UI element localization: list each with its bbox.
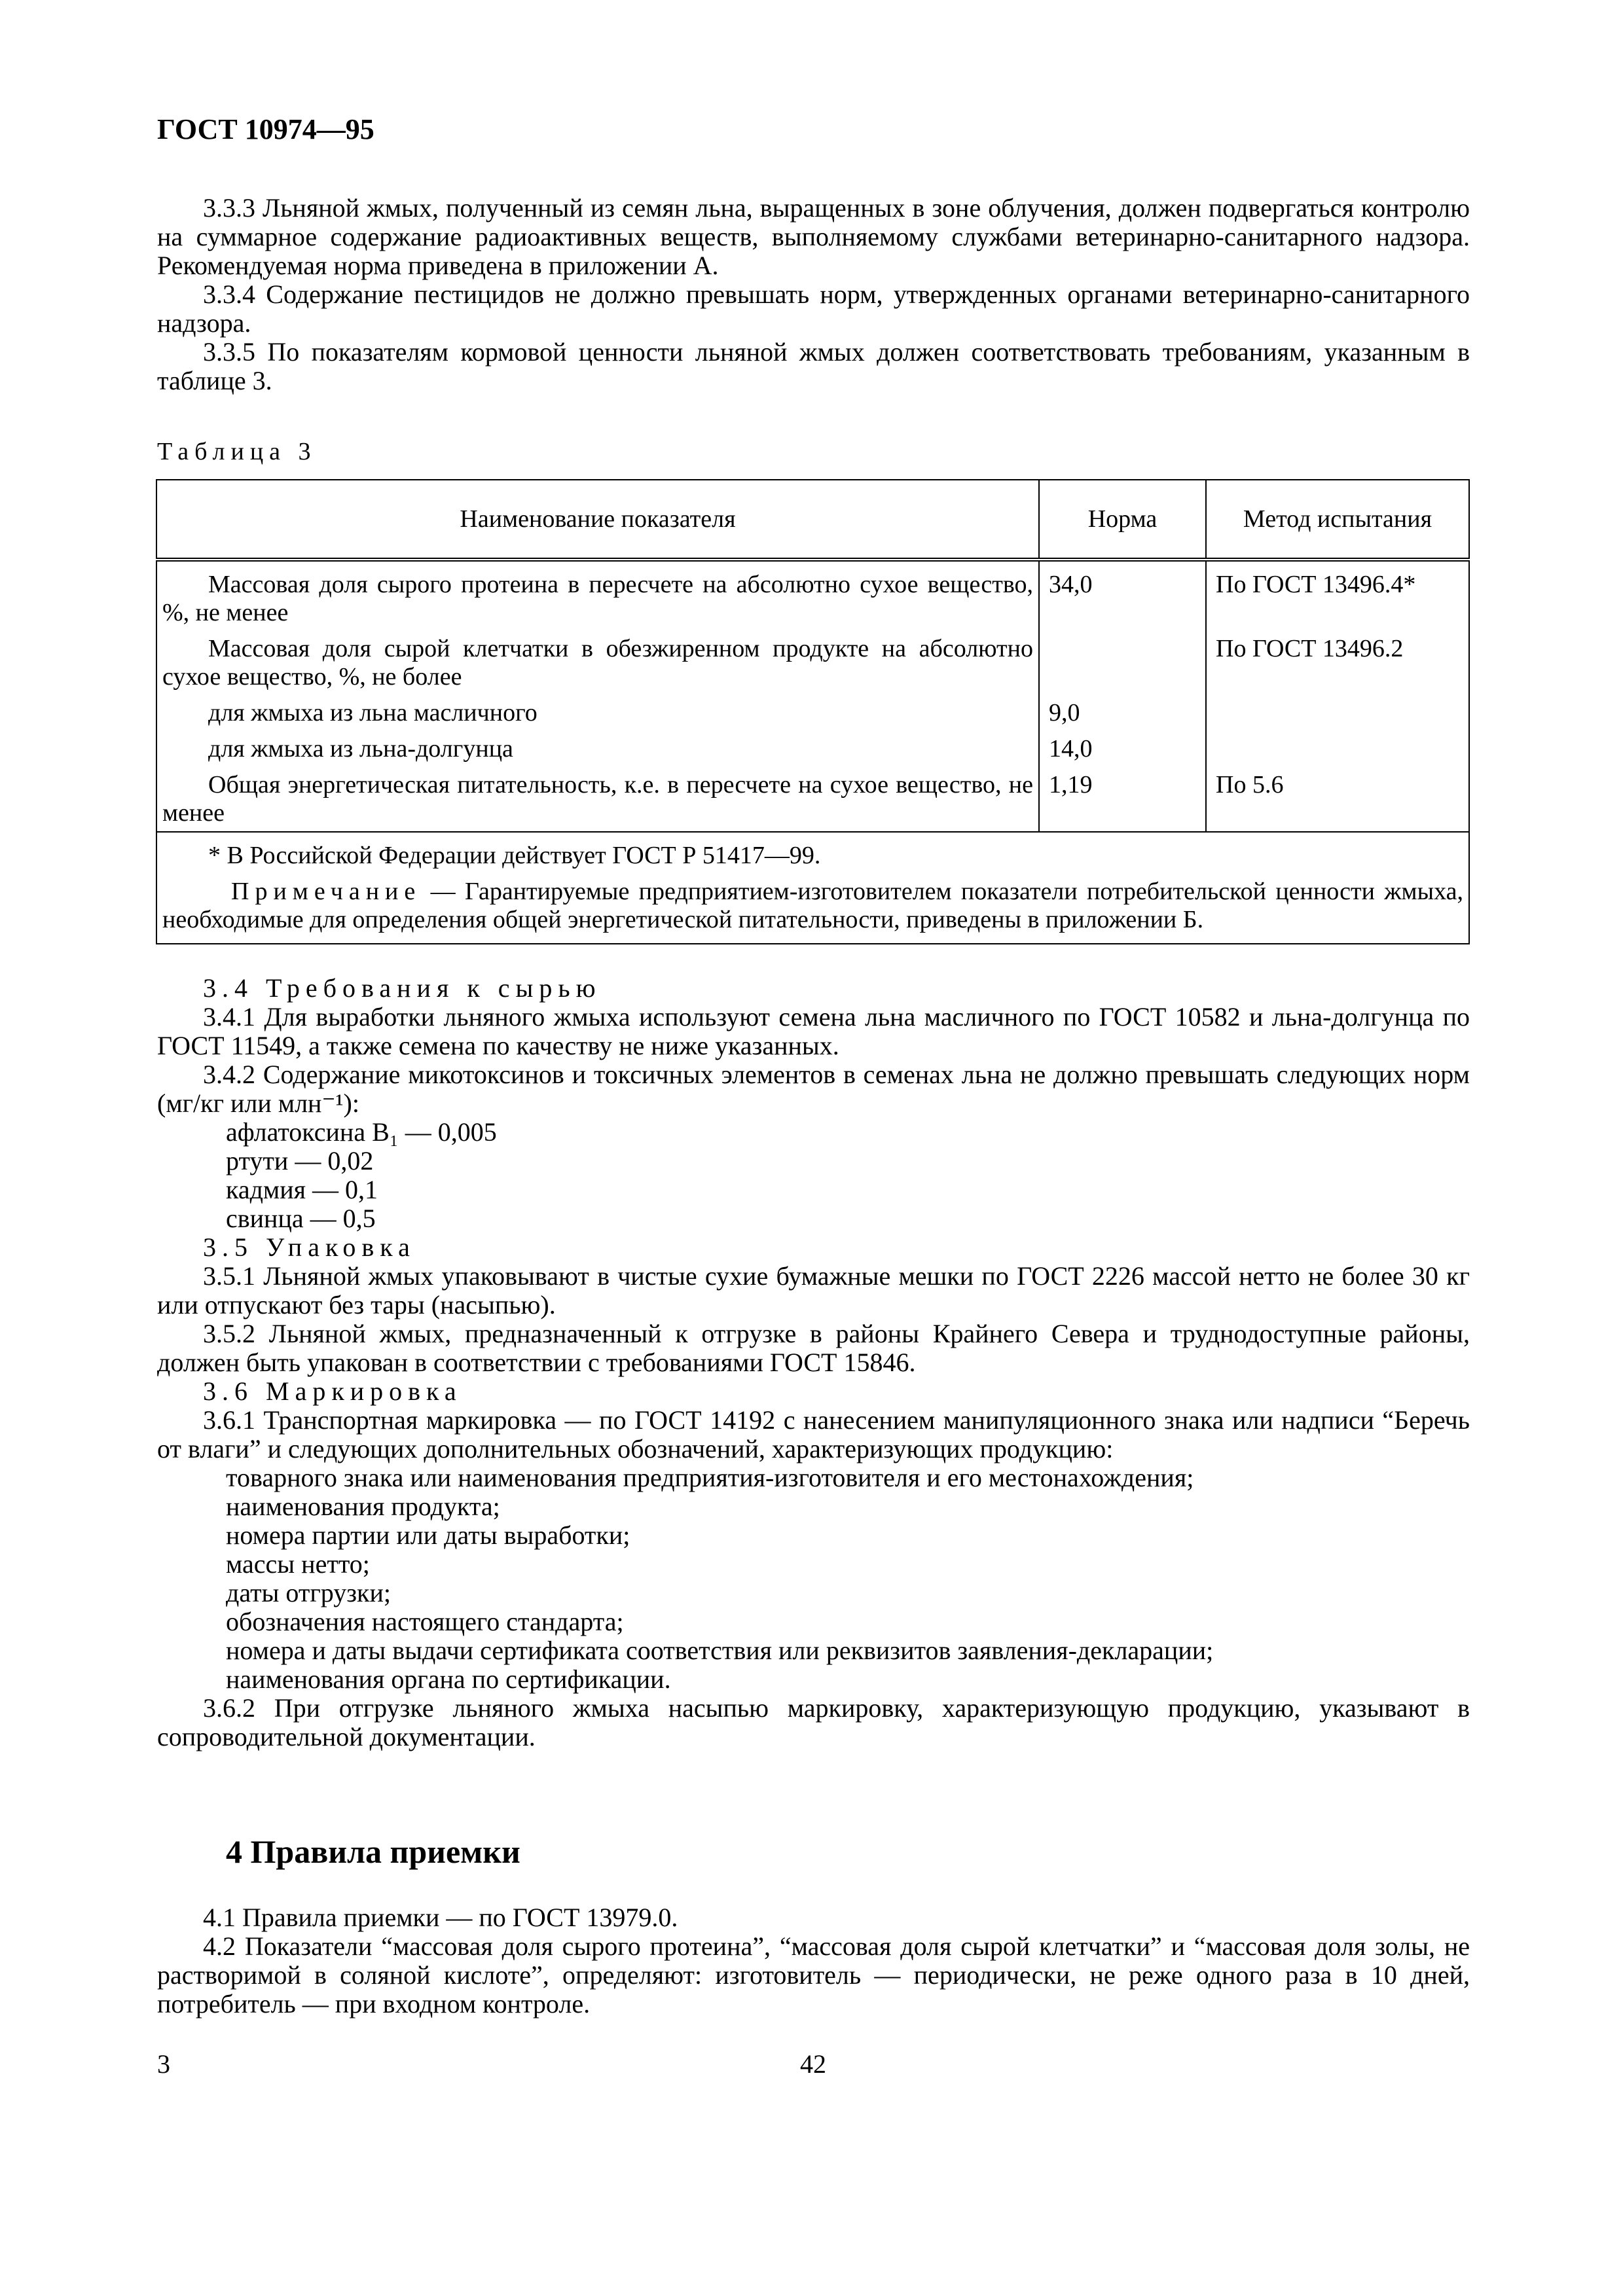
list-item: наименования органа по сертификации. <box>226 1664 671 1694</box>
table-row <box>156 560 1469 631</box>
note-text: — Гарантируемые предприятием-изготовителем показатели потребительской ценности жмыха, необходимые для определения общей энергетической питательности, приведены в приложении Б. <box>162 878 1463 933</box>
section-3-3-paragraphs <box>157 194 1470 395</box>
table-row <box>156 631 1469 695</box>
row-norm: 14,0 <box>1039 731 1206 767</box>
section-4-body <box>157 1903 1470 2018</box>
row-norm: 9,0 <box>1039 695 1206 731</box>
table-footnotes <box>156 832 1469 944</box>
paragraph-4-1: 4.1 Правила приемки — по ГОСТ 13979.0. <box>203 1903 678 1932</box>
paragraph-3-6-1: 3.6.1 Транспортная маркировка — по ГОСТ 14192 с нанесением манипуляционного знака или надписи “Беречь от влаги” и следующих дополнительных обозначений, характеризующих продукцию: <box>157 1405 1470 1463</box>
page-number-left: 3 <box>157 2049 170 2079</box>
list-item: номера и даты выдачи сертификата соответствия или реквизитов заявления-декларации; <box>226 1636 1214 1665</box>
section-3-4-title: 3.4 Требования к сырью <box>203 973 602 1003</box>
col-header-norm: Норма <box>1039 480 1206 560</box>
row-name: Общая энергетическая питательность, к.е. в пересчете на сухое вещество, не менее <box>162 771 1033 827</box>
row-norm: 34,0 <box>1039 560 1206 631</box>
footnote: * В Российской Федерации действует ГОСТ Р 51417—99. <box>208 842 821 869</box>
row-method: По 5.6 <box>1206 767 1469 832</box>
paragraph-3-5-2: 3.5.2 Льняной жмых, предназначенный к отгрузке в районы Крайнего Севера и труднодоступные районы, должен быть упакован в соответствии с требованиями ГОСТ 15846. <box>157 1319 1470 1377</box>
list-item: товарного знака или наименования предприятия-изготовителя и его местонахождения; <box>226 1463 1194 1492</box>
list-item: наименования продукта; <box>226 1492 500 1521</box>
list-item: номера партии или даты выработки; <box>226 1520 630 1550</box>
table-caption: Таблица 3 <box>157 438 317 465</box>
list-item: обозначения настоящего стандарта; <box>226 1607 624 1636</box>
table-row <box>156 695 1469 731</box>
list-item: массы нетто; <box>226 1549 370 1579</box>
row-norm <box>1039 631 1206 695</box>
row-method: По ГОСТ 13496.4* <box>1206 560 1469 631</box>
col-header-name: Наименование показателя <box>156 480 1039 560</box>
row-name: для жмыха из льна-долгунца <box>208 735 513 762</box>
paragraph-3-5-1: 3.5.1 Льняной жмых упаковывают в чистые сухие бумажные мешки по ГОСТ 2226 массой нетто не более 30 кг или отпускают без тары (насыпью). <box>157 1261 1470 1319</box>
row-method: По ГОСТ 13496.2 <box>1206 631 1469 695</box>
row-method <box>1206 695 1469 731</box>
paragraph-3-3-5: 3.3.5 По показателям кормовой ценности льняной жмых должен соответствовать требованиям, указанным в таблице 3. <box>157 337 1470 395</box>
col-header-method: Метод испытания <box>1206 480 1469 560</box>
table-note <box>162 878 1463 934</box>
list-item: ртути — 0,02 <box>226 1146 374 1175</box>
list-item: свинца — 0,5 <box>226 1204 376 1233</box>
table-3 <box>156 479 1470 944</box>
paragraph-3-4-2: 3.4.2 Содержание микотоксинов и токсичных элементов в семенах льна не должно превышать следующих норм (мг/кг или млн⁻¹): <box>157 1060 1470 1118</box>
row-name: Массовая доля сырого протеина в пересчете на абсолютно сухое вещество, %, не менее <box>162 571 1033 626</box>
sections-3-4-to-3-6 <box>157 974 1470 1751</box>
page-number-center: 42 <box>800 2049 826 2079</box>
row-name: Массовая доля сырой клетчатки в обезжиренном продукте на абсолютно сухое вещество, %, не более <box>162 635 1033 691</box>
table-row <box>156 767 1469 832</box>
list-item: кадмия — 0,1 <box>226 1175 378 1204</box>
paragraph-3-6-2: 3.6.2 При отгрузке льняного жмыха насыпью маркировку, характеризующую продукцию, указывают в сопроводительной документации. <box>157 1693 1470 1751</box>
list-item: афлатоксина B₁ — 0,005 <box>226 1117 497 1147</box>
section-3-5-title: 3.5 Упаковка <box>203 1232 416 1262</box>
table-row <box>156 731 1469 767</box>
row-method <box>1206 731 1469 767</box>
paragraph-3-3-4: 3.3.4 Содержание пестицидов не должно превышать норм, утвержденных органами ветеринарно-санитарного надзора. <box>157 279 1470 338</box>
list-item: даты отгрузки; <box>226 1578 392 1607</box>
paragraph-3-3-3: 3.3.3 Льняной жмых, полученный из семян льна, выращенных в зоне облучения, должен подвергаться контролю на суммарное содержание радиоактивных веществ, выполняемому службами ветеринарно-санитарного надзора. Рекомендуемая норма приведена в приложении А. <box>157 193 1470 280</box>
row-name: для жмыха из льна масличного <box>208 699 538 726</box>
paragraph-4-2: 4.2 Показатели “массовая доля сырого протеина”, “массовая доля сырой клетчатки” и “массовая доля золы, не растворимой в соляной кислоте”, определяют: изготовитель — периодически, не реже одного раза в 10 дней, потребитель — при входном контроле. <box>157 1931 1470 2018</box>
section-4-title: 4 Правила приемки <box>226 1833 520 1870</box>
section-3-6-title: 3.6 Маркировка <box>203 1376 462 1406</box>
row-norm: 1,19 <box>1039 767 1206 832</box>
note-label: Примечание <box>231 878 422 905</box>
document-header: ГОСТ 10974—95 <box>157 113 374 145</box>
paragraph-3-4-1: 3.4.1 Для выработки льняного жмыха используют семена льна масличного по ГОСТ 10582 и льна-долгунца по ГОСТ 11549, а также семена по качеству не ниже указанных. <box>157 1002 1470 1060</box>
